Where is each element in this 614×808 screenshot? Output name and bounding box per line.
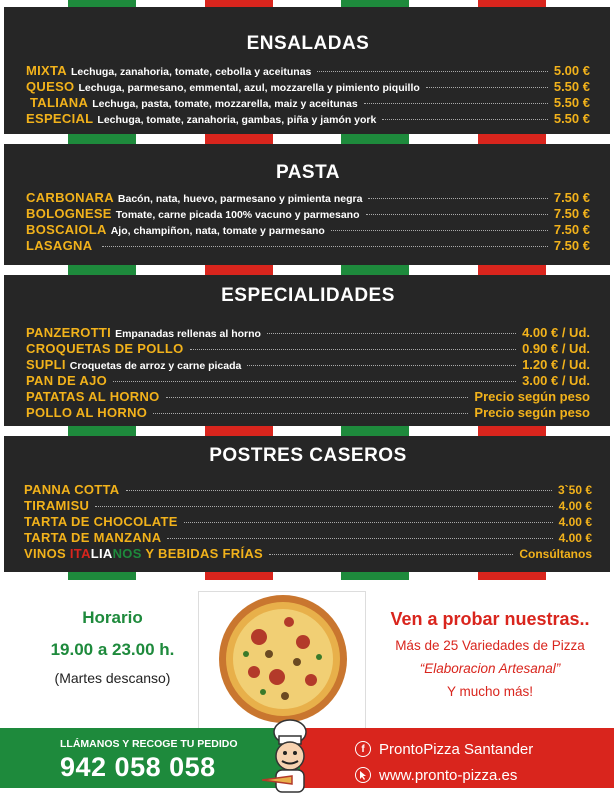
- web-label: www.pronto-pizza.es: [379, 766, 518, 784]
- promo-block: [372, 609, 608, 699]
- menu-item: CROQUETAS DE POLLO 0.90 € / Ud.: [26, 341, 590, 356]
- menu-item: TALIANA Lechuga, pasta, tomate, mozzarella, maiz y aceitunas 5.50 €: [30, 95, 590, 110]
- leader-dots: [167, 538, 552, 539]
- menu-item: MIXTA Lechuga, zanahoria, tomate, cebolla y aceitunas 5.00 €: [26, 63, 590, 78]
- leader-dots: [269, 554, 513, 555]
- flag-stripe: [0, 134, 614, 144]
- flag-stripe: [0, 0, 614, 7]
- pasta-panel: [4, 144, 610, 265]
- horario-title: Horario: [82, 608, 143, 627]
- facebook-label: ProntoPizza Santander: [379, 740, 534, 758]
- horario-time: 19.00 a 23.00 h.: [50, 640, 175, 659]
- menu-item: TARTA DE CHOCOLATE 4.00 €: [24, 514, 592, 529]
- call-label: LLÁMANOS Y RECOGE TU PEDIDO: [60, 738, 238, 750]
- menu-item: PATATAS AL HORNO Precio según peso: [26, 389, 590, 404]
- section-title: ESPECIALIDADES: [221, 285, 395, 306]
- section-title: ENSALADAS: [246, 33, 370, 54]
- leader-dots: [267, 333, 516, 334]
- menu-item: POLLO AL HORNO Precio según peso: [26, 405, 590, 420]
- promo-line: Más de 25 Variedades de Pizza: [395, 638, 585, 653]
- menu-item: TIRAMISU 4.00 €: [24, 498, 592, 513]
- menu-item: BOLOGNESE Tomate, carne picada 100% vacuno y parmesano 7.50 €: [26, 206, 590, 221]
- leader-dots: [368, 198, 547, 199]
- leader-dots: [247, 365, 516, 366]
- leader-dots: [95, 506, 552, 507]
- menu-item: CARBONARA Bacón, nata, huevo, parmesano y pimienta negra 7.50 €: [26, 190, 590, 205]
- menu-item: QUESO Lechuga, parmesano, emmental, azul, mozzarella y pimiento piquillo 5.50 €: [26, 79, 590, 94]
- menu-item-vinos: VINOS ITA LIA NOS Y BEBIDAS FRÍAS Consúltanos: [24, 546, 592, 561]
- menu-item: ESPECIAL Lechuga, tomate, zanahoria, gambas, piña y jamón york 5.50 €: [26, 111, 590, 126]
- flag-stripe: [0, 265, 614, 275]
- leader-dots: [366, 214, 548, 215]
- postres-panel: [4, 436, 610, 572]
- flag-stripe: [0, 572, 614, 580]
- especialidades-panel: [4, 275, 610, 426]
- leader-dots: [113, 381, 516, 382]
- promo-line: “Elaboracion Artesanal”: [419, 661, 561, 676]
- section-title: POSTRES CASEROS: [209, 445, 407, 466]
- leader-dots: [126, 490, 552, 491]
- leader-dots: [166, 397, 469, 398]
- menu-item: PANNA COTTA 3`50 €: [24, 482, 592, 497]
- menu-item: SUPLI Croquetas de arroz y carne picada 1.20 € / Ud.: [26, 357, 590, 372]
- leader-dots: [331, 230, 548, 231]
- leader-dots: [153, 413, 468, 414]
- menu-item: LASAGNA 7.50 €: [26, 238, 590, 253]
- phone-block: [0, 728, 300, 788]
- horario-note: (Martes descanso): [54, 670, 171, 686]
- leader-dots: [102, 246, 547, 247]
- pizza-image: [198, 591, 366, 729]
- web-link[interactable]: [355, 764, 614, 786]
- phone-number[interactable]: 942 058 058: [60, 752, 216, 782]
- flag-stripe: [0, 426, 614, 436]
- leader-dots: [382, 119, 548, 120]
- menu-item: PAN DE AJO 3.00 € / Ud.: [26, 373, 590, 388]
- promo-line: Y mucho más!: [446, 684, 534, 699]
- menu-item: TARTA DE MANZANA 4.00 €: [24, 530, 592, 545]
- horario-block: [30, 608, 195, 686]
- leader-dots: [317, 71, 547, 72]
- section-title: PASTA: [275, 162, 341, 183]
- ensaladas-panel: [4, 7, 610, 134]
- leader-dots: [426, 87, 548, 88]
- menu-item: PANZEROTTI Empanadas rellenas al horno 4.00 € / Ud.: [26, 325, 590, 340]
- cursor-icon: [355, 767, 371, 783]
- chef-mascot: [262, 718, 322, 796]
- facebook-icon: f: [355, 741, 371, 757]
- leader-dots: [184, 522, 553, 523]
- facebook-link[interactable]: [355, 738, 614, 760]
- promo-title: Ven a probar nuestras..: [390, 609, 590, 629]
- leader-dots: [364, 103, 548, 104]
- menu-item: BOSCAIOLA Ajo, champiñon, nata, tomate y parmesano 7.50 €: [26, 222, 590, 237]
- contact-block: [300, 728, 614, 788]
- leader-dots: [190, 349, 517, 350]
